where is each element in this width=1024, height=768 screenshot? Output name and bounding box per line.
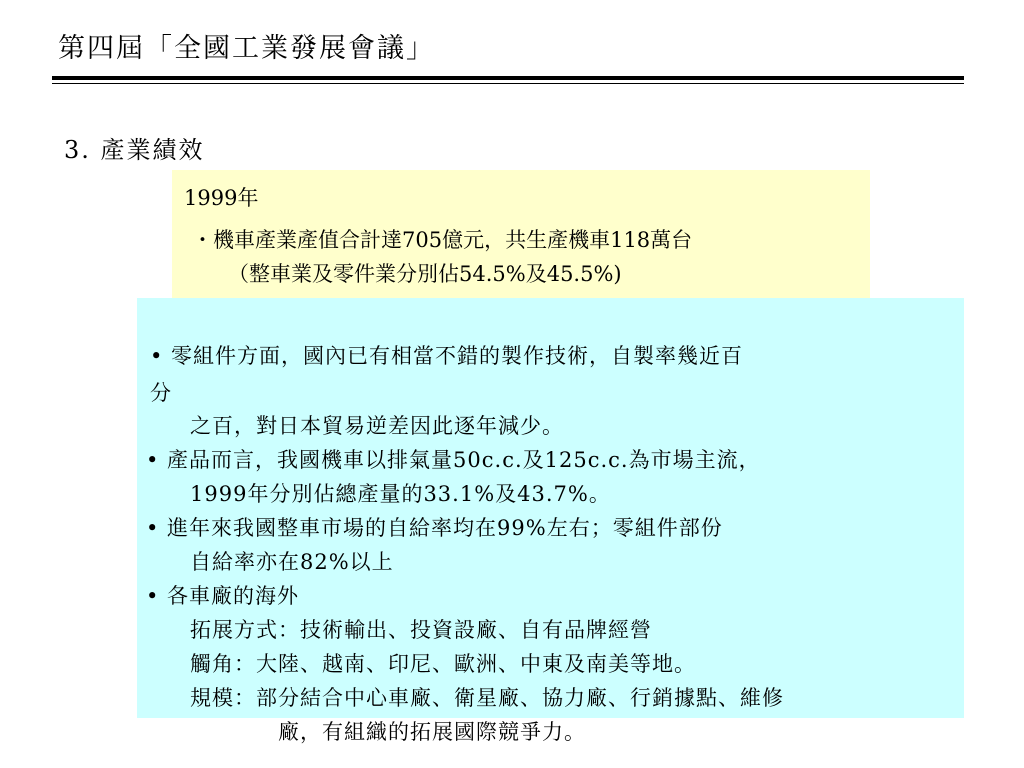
detail-bullet-line: • 進年來我國整車市場的自給率均在99%左右；零組件部份 (146, 516, 723, 540)
summary-year: 1999年 (184, 186, 259, 210)
detail-line: 規模：部分結合中心車廠、衛星廠、協力廠、行銷據點、維修 (190, 686, 784, 710)
summary-point-line: （整車業及零件業分別佔54.5%及45.5%) (228, 262, 622, 286)
summary-point-line: ・機車產業產值合計達705億元，共生產機車118萬台 (192, 228, 693, 252)
detail-line: 之百，對日本貿易逆差因此逐年減少。 (190, 414, 564, 438)
section-heading: 3. 產業績效 (64, 136, 205, 164)
detail-bullet-line: • 各車廠的海外 (146, 584, 300, 608)
detail-line: 拓展方式：技術輸出、投資設廠、自有品牌經營 (190, 618, 652, 642)
title-divider-thick (52, 76, 964, 80)
detail-line: 分 (150, 381, 172, 405)
detail-line: 廠，有組織的拓展國際競爭力。 (278, 720, 586, 744)
detail-bullet-line: • 零組件方面，國內已有相當不錯的製作技術，自製率幾近百 (150, 344, 744, 368)
summary-box (172, 170, 870, 298)
detail-line: 1999年分別佔總產量的33.1%及43.7%。 (190, 482, 611, 506)
title-divider-thin (52, 83, 964, 84)
slide-title: 第四屆「全國工業發展會議」 (58, 33, 435, 64)
detail-line: 觸角：大陸、越南、印尼、歐洲、中東及南美等地。 (190, 652, 696, 676)
detail-bullet-line: • 產品而言，我國機車以排氣量50c.c.及125c.c.為市場主流， (146, 448, 761, 472)
detail-line: 自給率亦在82%以上 (190, 550, 394, 574)
